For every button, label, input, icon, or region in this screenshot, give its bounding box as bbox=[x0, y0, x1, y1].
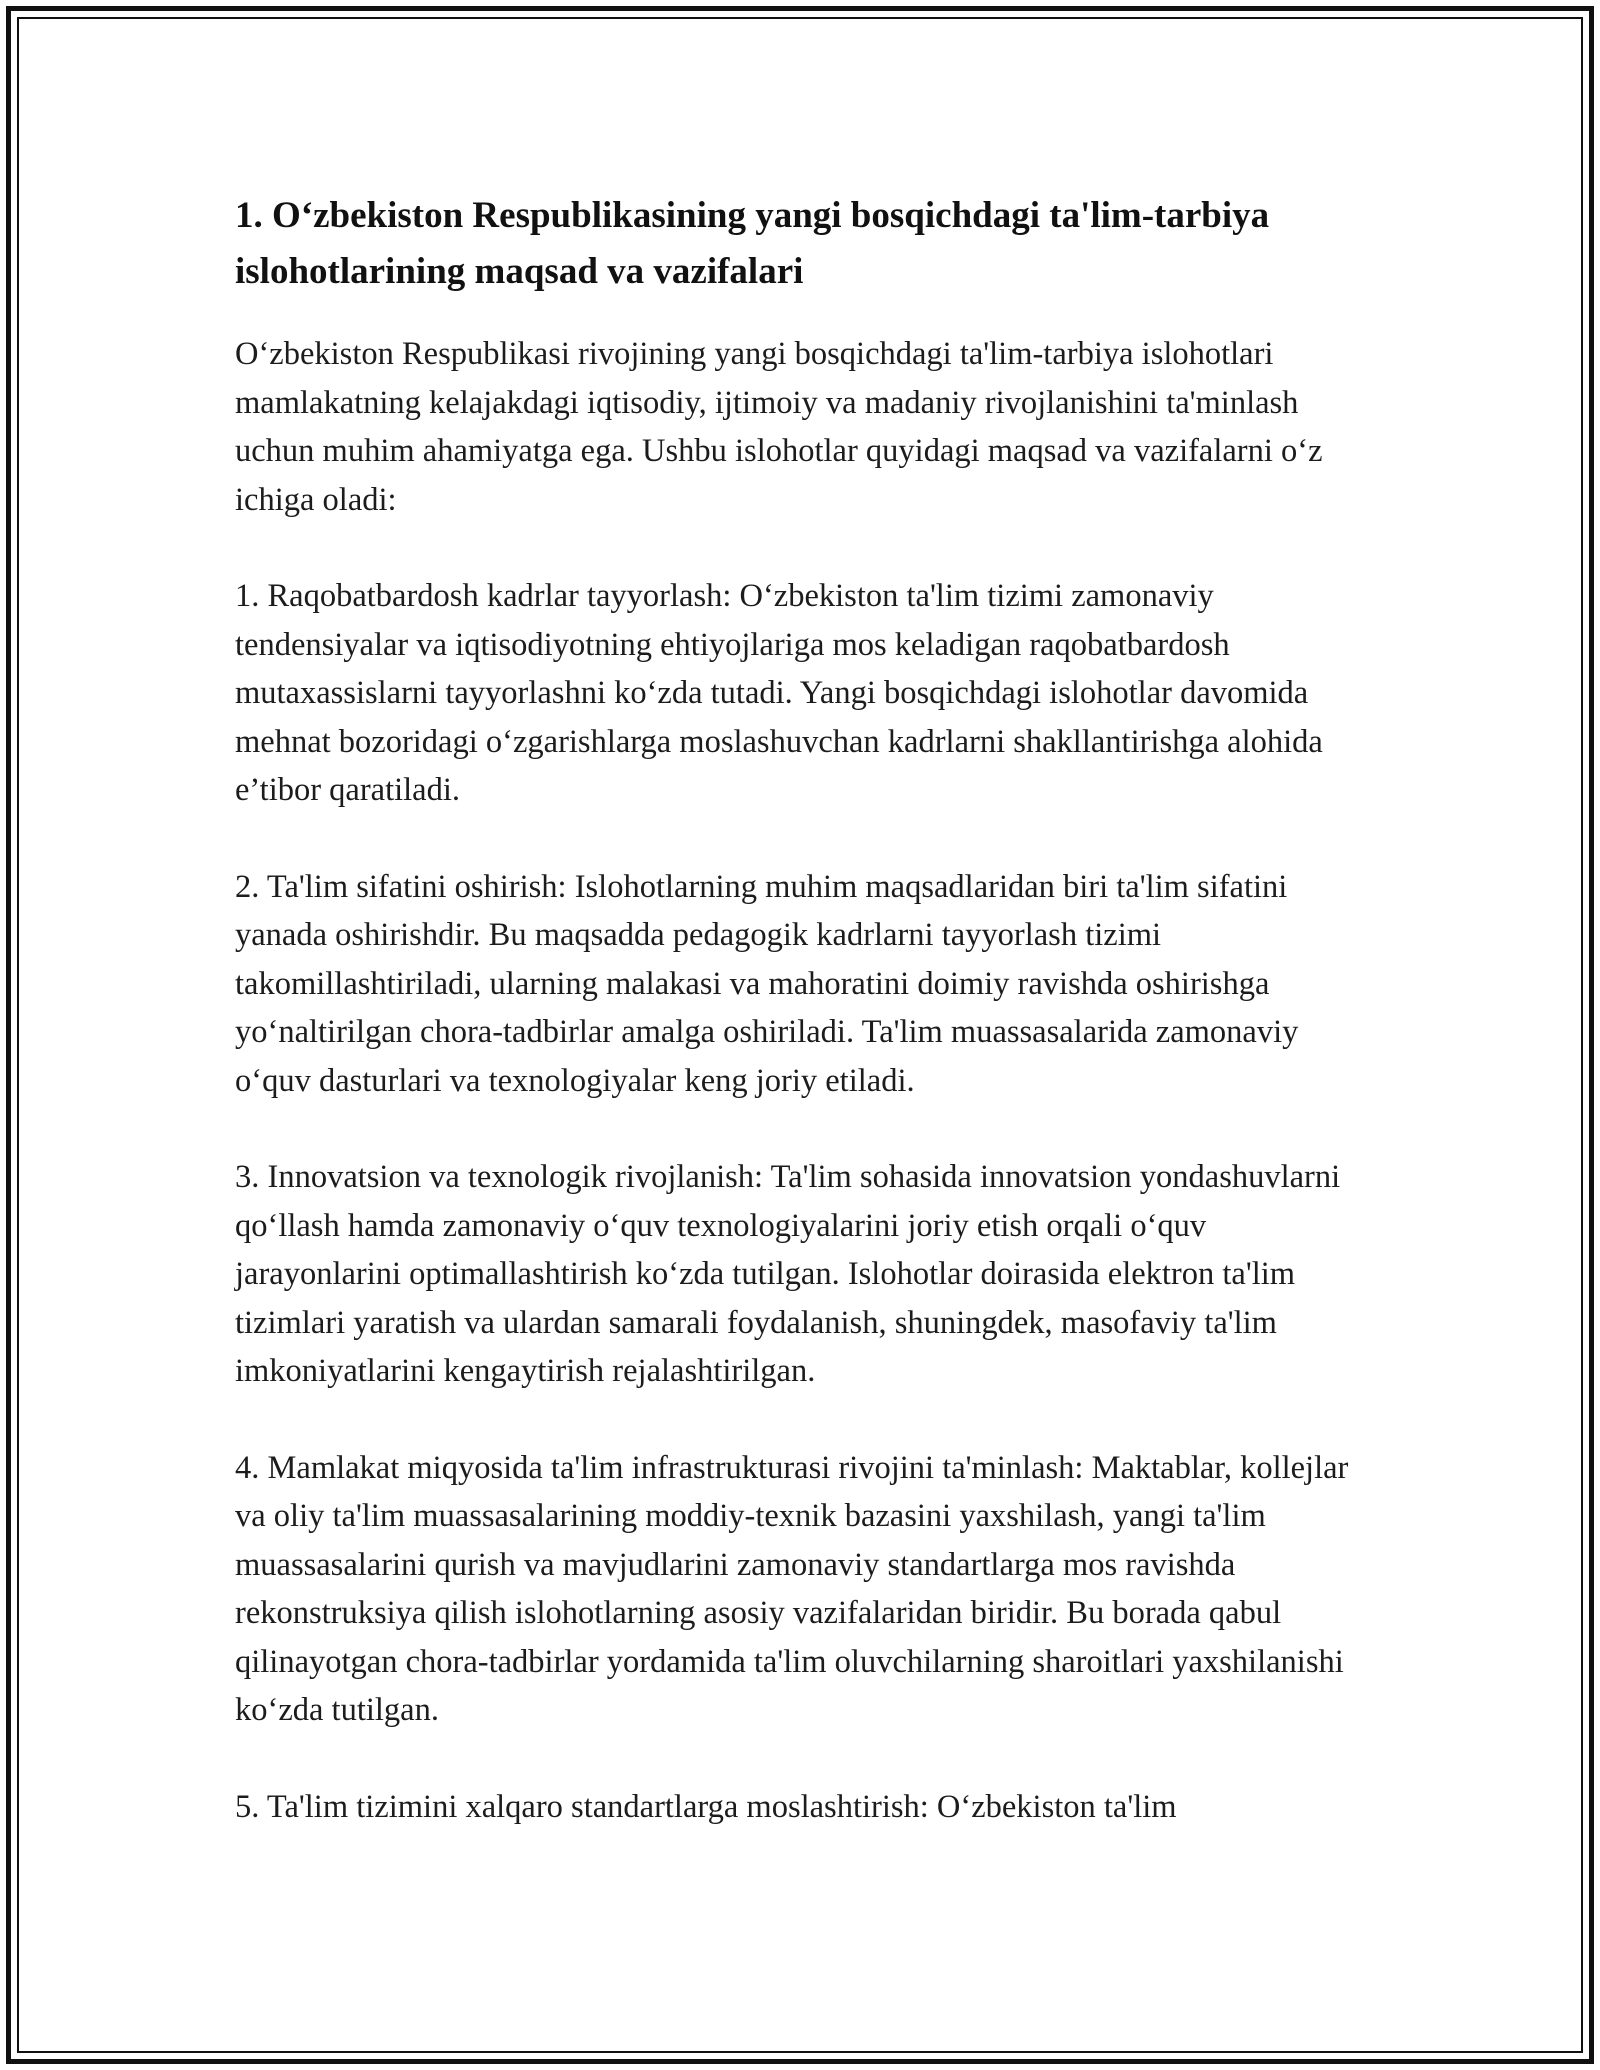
document-title: 1. O‘zbekiston Respublikasining yangi bosqichdagi ta'lim-tarbiya islohotlarining maqsad va vazifalari bbox=[235, 195, 1270, 292]
paragraph-item-5: 5. Ta'lim tizimini xalqaro standartlarga moslashtirish: O‘zbekiston ta'lim bbox=[235, 1788, 1177, 1825]
paragraph-item-2: 2. Ta'lim sifatini oshirish: Islohotlarning muhim maqsadlaridan biri ta'lim sifatini yanada oshirishdir. Bu maqsadda pedagogik kadrlarni tayyorlash tizimi takomillashtiriladi, ularning malakasi va mahoratini doimiy ravishda oshirishga yo‘naltirilgan chora-tadbirlar amalga oshiriladi. Ta'lim muassasalarida zamonaviy o‘quv dasturlari va texnologiyalar keng joriy etiladi. bbox=[235, 868, 1299, 1099]
document-body bbox=[235, 188, 1375, 1879]
paragraph-item-4: 4. Mamlakat miqyosida ta'lim infrastrukturasi rivojini ta'minlash: Maktablar, kollejlar va oliy ta'lim muassasalarining moddiy-texnik bazasini yaxshilash, yangi ta'lim muassasalarini qurish va mavjudlarini zamonaviy standartlarga mos ravishda rekonstruksiya qilish islohotlarning asosiy vazifalaridan biridir. Bu borada qabul qilinayotgan chora-tadbirlar yordamida ta'lim oluvchilarning sharoitlari yaxshilanishi ko‘zda tutilgan. bbox=[235, 1449, 1349, 1728]
paragraph-item-1: 1. Raqobatbardosh kadrlar tayyorlash: O‘zbekiston ta'lim tizimi zamonaviy tendensiyalar va iqtisodiyotning ehtiyojlariga mos keladigan raqobatbardosh mutaxassislarni tayyorlashni ko‘zda tutadi. Yangi bosqichdagi islohotlar davomida mehnat bozoridagi o‘zgarishlarga moslashuvchan kadrlarni shakllantirishga alohida e’tibor qaratiladi. bbox=[235, 578, 1323, 808]
paragraph-item-3: 3. Innovatsion va texnologik rivojlanish: Ta'lim sohasida innovatsion yondashuvlarni qo‘llash hamda zamonaviy o‘quv texnologiyalarini joriy etish orqali o‘quv jarayonlarini optimallashtirish ko‘zda tutilgan. Islohotlar doirasida elektron ta'lim tizimlari yaratish va ulardan samarali foydalanish, shuningdek, masofaviy ta'lim imkoniyatlarini kengaytirish rejalashtirilgan. bbox=[235, 1159, 1341, 1389]
intro-paragraph: O‘zbekiston Respublikasi rivojining yangi bosqichdagi ta'lim-tarbiya islohotlari mamlakatning kelajakdagi iqtisodiy, ijtimoiy va madaniy rivojlanishini ta'minlash uchun muhim ahamiyatga ega. Ushbu islohotlar quyidagi maqsad va vazifalarni o‘z ichiga oladi: bbox=[235, 336, 1323, 518]
